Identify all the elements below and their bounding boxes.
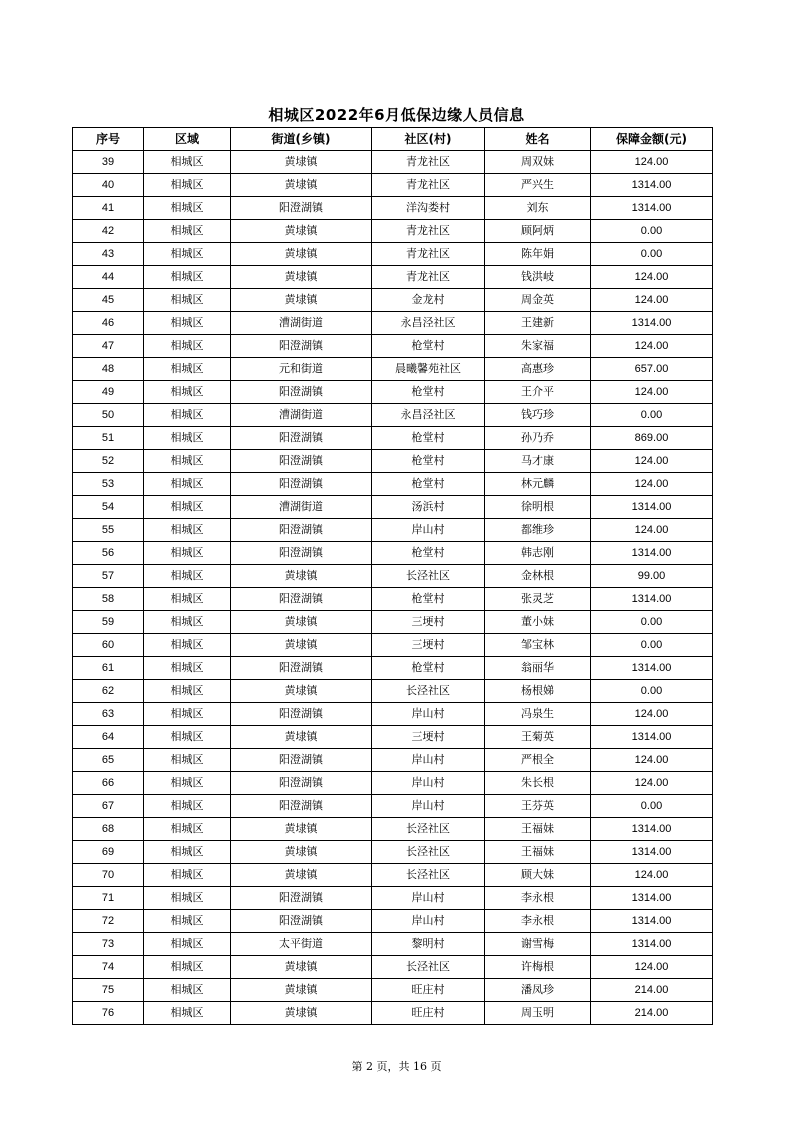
cell-street: 阳澄湖镇 [231, 703, 372, 726]
cell-community: 长泾社区 [372, 680, 485, 703]
table-row [73, 496, 713, 519]
cell-region: 相城区 [144, 266, 231, 289]
cell-community: 枪堂村 [372, 427, 485, 450]
cell-region: 相城区 [144, 588, 231, 611]
cell-region: 相城区 [144, 496, 231, 519]
header-index: 序号 [73, 128, 144, 151]
cell-community: 三埂村 [372, 726, 485, 749]
header-name: 姓名 [485, 128, 591, 151]
cell-street: 阳澄湖镇 [231, 197, 372, 220]
cell-region: 相城区 [144, 772, 231, 795]
table-row [73, 703, 713, 726]
cell-index: 40 [73, 174, 144, 197]
cell-community: 旺庄村 [372, 979, 485, 1002]
table-row [73, 312, 713, 335]
cell-region: 相城区 [144, 956, 231, 979]
cell-amount: 214.00 [591, 979, 713, 1002]
cell-street: 黄埭镇 [231, 611, 372, 634]
cell-name: 王福妹 [485, 818, 591, 841]
cell-amount: 1314.00 [591, 174, 713, 197]
cell-amount: 124.00 [591, 703, 713, 726]
cell-region: 相城区 [144, 795, 231, 818]
cell-region: 相城区 [144, 335, 231, 358]
table-row [73, 473, 713, 496]
cell-street: 黄埭镇 [231, 864, 372, 887]
cell-community: 永昌泾社区 [372, 404, 485, 427]
cell-region: 相城区 [144, 427, 231, 450]
cell-street: 黄埭镇 [231, 634, 372, 657]
cell-index: 39 [73, 151, 144, 174]
cell-community: 岸山村 [372, 772, 485, 795]
cell-name: 钱巧珍 [485, 404, 591, 427]
cell-community: 黎明村 [372, 933, 485, 956]
cell-region: 相城区 [144, 910, 231, 933]
cell-index: 57 [73, 565, 144, 588]
cell-region: 相城区 [144, 749, 231, 772]
header-amount: 保障金额(元) [591, 128, 713, 151]
cell-name: 高惠珍 [485, 358, 591, 381]
cell-amount: 1314.00 [591, 818, 713, 841]
cell-index: 74 [73, 956, 144, 979]
cell-region: 相城区 [144, 979, 231, 1002]
cell-amount: 124.00 [591, 289, 713, 312]
cell-amount: 124.00 [591, 749, 713, 772]
table-row [73, 358, 713, 381]
cell-name: 王菊英 [485, 726, 591, 749]
table-row [73, 427, 713, 450]
cell-index: 66 [73, 772, 144, 795]
table-row [73, 519, 713, 542]
cell-region: 相城区 [144, 887, 231, 910]
cell-street: 阳澄湖镇 [231, 657, 372, 680]
cell-community: 青龙社区 [372, 174, 485, 197]
cell-index: 56 [73, 542, 144, 565]
cell-amount: 1314.00 [591, 933, 713, 956]
cell-region: 相城区 [144, 703, 231, 726]
cell-name: 王福妹 [485, 841, 591, 864]
table-row [73, 772, 713, 795]
cell-index: 44 [73, 266, 144, 289]
cell-street: 黄埭镇 [231, 841, 372, 864]
cell-amount: 124.00 [591, 151, 713, 174]
cell-street: 阳澄湖镇 [231, 910, 372, 933]
cell-amount: 124.00 [591, 772, 713, 795]
cell-street: 黄埭镇 [231, 680, 372, 703]
cell-street: 阳澄湖镇 [231, 519, 372, 542]
cell-amount: 99.00 [591, 565, 713, 588]
cell-street: 阳澄湖镇 [231, 772, 372, 795]
cell-name: 杨根娣 [485, 680, 591, 703]
cell-name: 张灵芝 [485, 588, 591, 611]
cell-community: 长泾社区 [372, 841, 485, 864]
cell-street: 阳澄湖镇 [231, 427, 372, 450]
cell-name: 潘凤珍 [485, 979, 591, 1002]
table-row [73, 289, 713, 312]
cell-region: 相城区 [144, 381, 231, 404]
cell-region: 相城区 [144, 1002, 231, 1025]
cell-index: 59 [73, 611, 144, 634]
cell-amount: 0.00 [591, 795, 713, 818]
cell-region: 相城区 [144, 864, 231, 887]
cell-name: 王芬英 [485, 795, 591, 818]
header-street: 街道(乡镇) [231, 128, 372, 151]
table-row [73, 887, 713, 910]
cell-name: 朱家福 [485, 335, 591, 358]
cell-amount: 124.00 [591, 381, 713, 404]
cell-region: 相城区 [144, 473, 231, 496]
cell-region: 相城区 [144, 542, 231, 565]
cell-index: 69 [73, 841, 144, 864]
cell-region: 相城区 [144, 358, 231, 381]
table-row [73, 588, 713, 611]
cell-community: 岸山村 [372, 749, 485, 772]
table-row [73, 266, 713, 289]
table-row [73, 151, 713, 174]
cell-amount: 1314.00 [591, 496, 713, 519]
cell-name: 许梅根 [485, 956, 591, 979]
cell-amount: 1314.00 [591, 542, 713, 565]
cell-index: 47 [73, 335, 144, 358]
table-row [73, 1002, 713, 1025]
cell-street: 阳澄湖镇 [231, 887, 372, 910]
cell-name: 马才康 [485, 450, 591, 473]
cell-index: 58 [73, 588, 144, 611]
cell-index: 62 [73, 680, 144, 703]
cell-amount: 1314.00 [591, 910, 713, 933]
table-row [73, 611, 713, 634]
cell-community: 永昌泾社区 [372, 312, 485, 335]
cell-amount: 214.00 [591, 1002, 713, 1025]
cell-region: 相城区 [144, 450, 231, 473]
cell-street: 漕湖街道 [231, 496, 372, 519]
cell-name: 周金英 [485, 289, 591, 312]
cell-name: 陈年娟 [485, 243, 591, 266]
cell-name: 严兴生 [485, 174, 591, 197]
cell-amount: 0.00 [591, 220, 713, 243]
cell-community: 汤浜村 [372, 496, 485, 519]
cell-index: 42 [73, 220, 144, 243]
cell-name: 董小妹 [485, 611, 591, 634]
cell-community: 长泾社区 [372, 956, 485, 979]
cell-index: 63 [73, 703, 144, 726]
cell-region: 相城区 [144, 243, 231, 266]
cell-region: 相城区 [144, 312, 231, 335]
cell-index: 43 [73, 243, 144, 266]
cell-index: 49 [73, 381, 144, 404]
cell-region: 相城区 [144, 404, 231, 427]
table-row [73, 542, 713, 565]
table-row [73, 956, 713, 979]
cell-amount: 1314.00 [591, 197, 713, 220]
cell-amount: 124.00 [591, 266, 713, 289]
cell-amount: 124.00 [591, 473, 713, 496]
cell-street: 元和街道 [231, 358, 372, 381]
table-row [73, 243, 713, 266]
cell-name: 林元麟 [485, 473, 591, 496]
cell-community: 枪堂村 [372, 473, 485, 496]
cell-name: 周玉明 [485, 1002, 591, 1025]
cell-street: 黄埭镇 [231, 956, 372, 979]
cell-region: 相城区 [144, 634, 231, 657]
cell-index: 61 [73, 657, 144, 680]
cell-index: 64 [73, 726, 144, 749]
cell-name: 邹宝林 [485, 634, 591, 657]
cell-community: 金龙村 [372, 289, 485, 312]
cell-name: 冯泉生 [485, 703, 591, 726]
cell-name: 都维珍 [485, 519, 591, 542]
cell-community: 岸山村 [372, 703, 485, 726]
cell-region: 相城区 [144, 818, 231, 841]
cell-street: 黄埭镇 [231, 220, 372, 243]
table-row [73, 381, 713, 404]
cell-index: 46 [73, 312, 144, 335]
cell-region: 相城区 [144, 151, 231, 174]
cell-name: 李永根 [485, 910, 591, 933]
cell-name: 顾阿炳 [485, 220, 591, 243]
cell-region: 相城区 [144, 657, 231, 680]
cell-amount: 0.00 [591, 611, 713, 634]
cell-region: 相城区 [144, 933, 231, 956]
table-row [73, 565, 713, 588]
cell-amount: 124.00 [591, 956, 713, 979]
cell-community: 青龙社区 [372, 220, 485, 243]
cell-community: 晨曦馨苑社区 [372, 358, 485, 381]
table-row [73, 864, 713, 887]
table-row [73, 450, 713, 473]
cell-region: 相城区 [144, 611, 231, 634]
cell-street: 阳澄湖镇 [231, 749, 372, 772]
cell-community: 岸山村 [372, 887, 485, 910]
table-row [73, 795, 713, 818]
cell-name: 顾大妹 [485, 864, 591, 887]
cell-street: 太平街道 [231, 933, 372, 956]
cell-community: 岸山村 [372, 795, 485, 818]
cell-name: 孙乃乔 [485, 427, 591, 450]
cell-street: 漕湖街道 [231, 404, 372, 427]
cell-index: 75 [73, 979, 144, 1002]
cell-index: 52 [73, 450, 144, 473]
cell-name: 翁丽华 [485, 657, 591, 680]
table-row [73, 220, 713, 243]
cell-street: 黄埭镇 [231, 243, 372, 266]
cell-name: 王介平 [485, 381, 591, 404]
cell-community: 三埂村 [372, 634, 485, 657]
cell-street: 黄埭镇 [231, 151, 372, 174]
cell-name: 徐明根 [485, 496, 591, 519]
cell-amount: 1314.00 [591, 726, 713, 749]
cell-amount: 0.00 [591, 634, 713, 657]
cell-street: 阳澄湖镇 [231, 381, 372, 404]
cell-index: 53 [73, 473, 144, 496]
cell-community: 青龙社区 [372, 151, 485, 174]
cell-name: 钱洪岐 [485, 266, 591, 289]
table-row [73, 749, 713, 772]
cell-index: 68 [73, 818, 144, 841]
cell-amount: 1314.00 [591, 657, 713, 680]
cell-street: 阳澄湖镇 [231, 450, 372, 473]
cell-region: 相城区 [144, 289, 231, 312]
cell-amount: 1314.00 [591, 841, 713, 864]
cell-street: 阳澄湖镇 [231, 588, 372, 611]
cell-name: 严根全 [485, 749, 591, 772]
cell-amount: 124.00 [591, 450, 713, 473]
cell-region: 相城区 [144, 220, 231, 243]
cell-region: 相城区 [144, 726, 231, 749]
cell-amount: 869.00 [591, 427, 713, 450]
cell-amount: 1314.00 [591, 312, 713, 335]
cell-community: 枪堂村 [372, 657, 485, 680]
cell-amount: 1314.00 [591, 588, 713, 611]
cell-amount: 0.00 [591, 680, 713, 703]
cell-street: 阳澄湖镇 [231, 542, 372, 565]
table-row [73, 335, 713, 358]
cell-name: 李永根 [485, 887, 591, 910]
cell-index: 70 [73, 864, 144, 887]
cell-region: 相城区 [144, 519, 231, 542]
table-row [73, 933, 713, 956]
cell-index: 67 [73, 795, 144, 818]
table-row [73, 979, 713, 1002]
cell-street: 黄埭镇 [231, 266, 372, 289]
cell-street: 黄埭镇 [231, 565, 372, 588]
cell-street: 阳澄湖镇 [231, 473, 372, 496]
cell-name: 周双妹 [485, 151, 591, 174]
table-row [73, 680, 713, 703]
cell-index: 54 [73, 496, 144, 519]
cell-community: 枪堂村 [372, 542, 485, 565]
cell-community: 枪堂村 [372, 588, 485, 611]
header-community: 社区(村) [372, 128, 485, 151]
table-body [73, 151, 713, 1025]
cell-street: 黄埭镇 [231, 818, 372, 841]
cell-region: 相城区 [144, 841, 231, 864]
cell-index: 60 [73, 634, 144, 657]
cell-street: 黄埭镇 [231, 726, 372, 749]
document-title: 相城区2022年6月低保边缘人员信息 [268, 106, 525, 124]
cell-index: 73 [73, 933, 144, 956]
cell-community: 枪堂村 [372, 450, 485, 473]
cell-index: 48 [73, 358, 144, 381]
data-table [72, 127, 713, 1025]
cell-index: 45 [73, 289, 144, 312]
cell-index: 51 [73, 427, 144, 450]
table-row [73, 657, 713, 680]
cell-index: 76 [73, 1002, 144, 1025]
cell-index: 65 [73, 749, 144, 772]
table-row [73, 174, 713, 197]
cell-amount: 0.00 [591, 243, 713, 266]
cell-street: 阳澄湖镇 [231, 795, 372, 818]
cell-name: 朱长根 [485, 772, 591, 795]
cell-name: 王建新 [485, 312, 591, 335]
cell-amount: 124.00 [591, 864, 713, 887]
cell-community: 岸山村 [372, 910, 485, 933]
cell-index: 71 [73, 887, 144, 910]
cell-region: 相城区 [144, 197, 231, 220]
cell-street: 漕湖街道 [231, 312, 372, 335]
cell-amount: 124.00 [591, 335, 713, 358]
cell-street: 黄埭镇 [231, 174, 372, 197]
cell-community: 长泾社区 [372, 864, 485, 887]
cell-street: 阳澄湖镇 [231, 335, 372, 358]
cell-index: 41 [73, 197, 144, 220]
cell-region: 相城区 [144, 174, 231, 197]
cell-community: 枪堂村 [372, 381, 485, 404]
cell-community: 洋沟娄村 [372, 197, 485, 220]
cell-community: 长泾社区 [372, 818, 485, 841]
table-row [73, 197, 713, 220]
table-row [73, 841, 713, 864]
table-row [73, 634, 713, 657]
cell-amount: 657.00 [591, 358, 713, 381]
cell-region: 相城区 [144, 680, 231, 703]
cell-community: 岸山村 [372, 519, 485, 542]
cell-index: 55 [73, 519, 144, 542]
page-footer: 第 2 页，共 16 页 [351, 1060, 442, 1073]
table-row [73, 910, 713, 933]
cell-community: 旺庄村 [372, 1002, 485, 1025]
cell-index: 72 [73, 910, 144, 933]
cell-amount: 0.00 [591, 404, 713, 427]
cell-region: 相城区 [144, 565, 231, 588]
cell-street: 黄埭镇 [231, 289, 372, 312]
cell-name: 谢雪梅 [485, 933, 591, 956]
cell-name: 刘东 [485, 197, 591, 220]
cell-name: 金林根 [485, 565, 591, 588]
cell-community: 长泾社区 [372, 565, 485, 588]
table-row [73, 404, 713, 427]
cell-amount: 1314.00 [591, 887, 713, 910]
cell-community: 青龙社区 [372, 266, 485, 289]
cell-amount: 124.00 [591, 519, 713, 542]
cell-street: 黄埭镇 [231, 979, 372, 1002]
table-row [73, 818, 713, 841]
table-row [73, 726, 713, 749]
table-header-row [73, 128, 713, 151]
cell-community: 青龙社区 [372, 243, 485, 266]
cell-community: 三埂村 [372, 611, 485, 634]
cell-street: 黄埭镇 [231, 1002, 372, 1025]
cell-name: 韩志刚 [485, 542, 591, 565]
header-region: 区域 [144, 128, 231, 151]
cell-community: 枪堂村 [372, 335, 485, 358]
cell-index: 50 [73, 404, 144, 427]
